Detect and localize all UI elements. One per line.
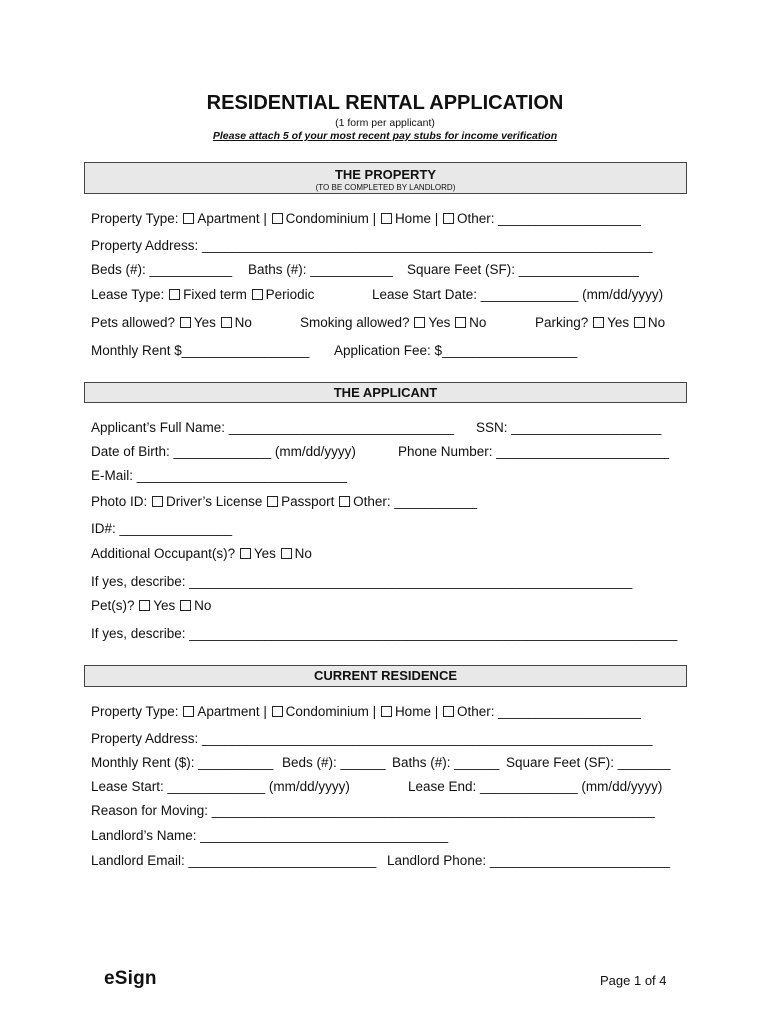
smoking-yes-checkbox[interactable] [414, 317, 425, 328]
other-field[interactable]: Other: ___________________ [456, 704, 641, 719]
smoking-allowed-row [300, 315, 486, 330]
drivers-license-checkbox[interactable] [152, 496, 163, 507]
passport-checkbox[interactable] [267, 496, 278, 507]
option-label: Passport [281, 494, 335, 509]
section-title: CURRENT RESIDENCE [313, 668, 457, 683]
section-header-current-residence [84, 665, 687, 687]
option-label: Yes [253, 546, 276, 561]
phone-number-field[interactable]: Phone Number: _______________________ [398, 444, 669, 459]
occupants-describe-field[interactable]: If yes, describe: ___________________________________________________________ [91, 574, 633, 589]
other-checkbox[interactable] [443, 213, 454, 224]
section-note: (TO BE COMPLETED BY LANDLORD) [315, 183, 456, 192]
field-label: Smoking allowed? [300, 315, 410, 330]
section-header-applicant [84, 382, 687, 403]
parking-row [535, 315, 665, 330]
option-label: Condominium | [285, 211, 377, 226]
smoking-no-checkbox[interactable] [455, 317, 466, 328]
option-label: Driver’s License [166, 494, 263, 509]
pets-no-checkbox[interactable] [221, 317, 232, 328]
residence-address-field[interactable]: Property Address: ____________________________________________________________ [91, 731, 653, 746]
field-label: Property Type: [91, 211, 179, 226]
option-label: No [234, 315, 252, 330]
landlord-phone-field[interactable]: Landlord Phone: ________________________ [387, 853, 671, 868]
page-number: Page 1 of 4 [600, 973, 667, 988]
pets-yes-checkbox[interactable] [139, 600, 150, 611]
option-label: Yes [153, 598, 176, 613]
id-number-field[interactable]: ID#: _______________ [91, 521, 233, 536]
field-label: Photo ID: [91, 494, 148, 509]
landlord-name-field[interactable]: Landlord’s Name: _________________________________ [91, 828, 449, 843]
residence-beds-field[interactable]: Beds (#): ______ [282, 755, 386, 770]
lease-start-date-field[interactable]: Lease Start Date: _____________ (mm/dd/yyyy) [372, 287, 664, 302]
reason-for-moving-field[interactable]: Reason for Moving: ___________________________________________________________ [91, 803, 655, 818]
photo-id-row [91, 494, 477, 509]
residence-baths-field[interactable]: Baths (#): ______ [392, 755, 500, 770]
document-subtitle: (1 form per applicant) [335, 117, 435, 129]
pets-row [91, 598, 211, 613]
other-id-checkbox[interactable] [339, 496, 350, 507]
additional-occupants-row [91, 546, 312, 561]
property-type-row [91, 211, 641, 226]
other-checkbox[interactable] [443, 706, 454, 717]
option-label: No [294, 546, 312, 561]
pets-yes-checkbox[interactable] [180, 317, 191, 328]
field-label: Pets allowed? [91, 315, 176, 330]
residence-type-row [91, 704, 641, 719]
option-label: Fixed term [183, 287, 247, 302]
condominium-checkbox[interactable] [272, 706, 283, 717]
parking-yes-checkbox[interactable] [593, 317, 604, 328]
option-label: Condominium | [285, 704, 377, 719]
field-label: Property Type: [91, 704, 179, 719]
beds-field[interactable]: Beds (#): ___________ [91, 262, 233, 277]
option-label: Home | [394, 704, 439, 719]
residence-monthly-rent-field[interactable]: Monthly Rent ($): __________ [91, 755, 274, 770]
fixed-term-checkbox[interactable] [169, 289, 180, 300]
email-field[interactable]: E-Mail: ____________________________ [91, 468, 347, 483]
application-fee-field[interactable]: Application Fee: $__________________ [334, 343, 578, 358]
other-field[interactable]: Other: ___________________ [456, 211, 641, 226]
option-label: No [194, 598, 212, 613]
square-feet-field[interactable]: Square Feet (SF): ________________ [407, 262, 639, 277]
residence-lease-end-field[interactable]: Lease End: _____________ (mm/dd/yyyy) [408, 779, 663, 794]
option-label: Yes [193, 315, 216, 330]
monthly-rent-field[interactable]: Monthly Rent $_________________ [91, 343, 310, 358]
section-title: THE APPLICANT [333, 385, 438, 400]
baths-field[interactable]: Baths (#): ___________ [248, 262, 393, 277]
other-id-field[interactable]: Other: ___________ [353, 494, 478, 509]
option-label: No [647, 315, 666, 330]
property-address-field[interactable]: Property Address: ____________________________________________________________ [91, 238, 653, 253]
field-label: Lease Type: [91, 287, 165, 302]
field-label: Parking? [535, 315, 589, 330]
apartment-checkbox[interactable] [183, 706, 194, 717]
home-checkbox[interactable] [381, 706, 392, 717]
applicant-full-name-field[interactable]: Applicant’s Full Name: ______________________________ [91, 420, 455, 435]
esign-logo: eSign [104, 968, 157, 989]
pets-no-checkbox[interactable] [180, 600, 191, 611]
occupants-yes-checkbox[interactable] [240, 548, 251, 559]
option-label: Yes [607, 315, 630, 330]
paystub-notice: Please attach 5 of your most recent pay stubs for income verification [212, 130, 558, 142]
apartment-checkbox[interactable] [183, 213, 194, 224]
residence-lease-start-field[interactable]: Lease Start: _____________ (mm/dd/yyyy) [91, 779, 350, 794]
option-label: Yes [428, 315, 451, 330]
section-title: THE PROPERTY [334, 167, 437, 182]
residence-square-feet-field[interactable]: Square Feet (SF): _______ [506, 755, 671, 770]
field-label: Additional Occupant(s)? [91, 546, 236, 561]
section-header-property [84, 162, 687, 194]
field-label: Pet(s)? [91, 598, 135, 613]
option-label: No [469, 315, 487, 330]
pets-allowed-row [91, 315, 252, 330]
occupants-no-checkbox[interactable] [281, 548, 292, 559]
lease-type-row [91, 287, 314, 302]
pets-describe-field[interactable]: If yes, describe: _________________________________________________________________ [91, 626, 678, 641]
ssn-field[interactable]: SSN: ____________________ [476, 420, 662, 435]
document-title: RESIDENTIAL RENTAL APPLICATION [206, 92, 564, 114]
parking-no-checkbox[interactable] [634, 317, 645, 328]
option-label: Home | [394, 211, 439, 226]
home-checkbox[interactable] [381, 213, 392, 224]
option-label: Apartment | [197, 211, 267, 226]
option-label: Apartment | [197, 704, 267, 719]
landlord-email-field[interactable]: Landlord Email: _________________________ [91, 853, 377, 868]
periodic-checkbox[interactable] [252, 289, 263, 300]
date-of-birth-field[interactable]: Date of Birth: _____________ (mm/dd/yyyy) [91, 444, 356, 459]
option-label: Periodic [265, 287, 315, 302]
condominium-checkbox[interactable] [272, 213, 283, 224]
